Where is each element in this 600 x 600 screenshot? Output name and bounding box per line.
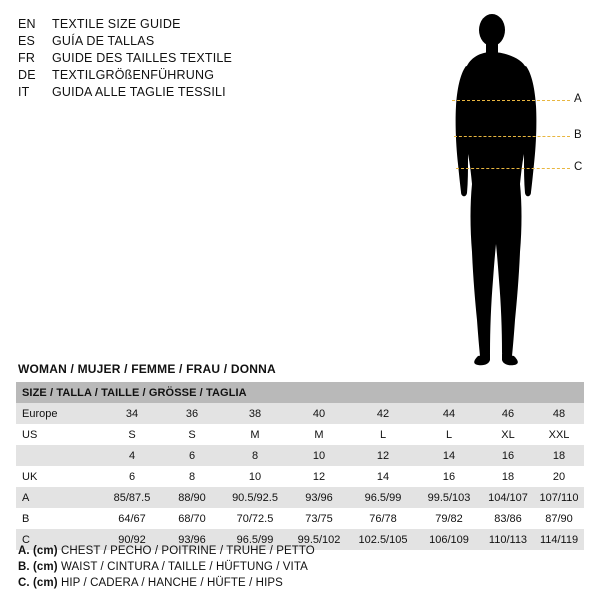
table-header-row: [16, 382, 584, 403]
footnote-key: A. (cm): [18, 545, 58, 557]
section-title: WOMAN / MUJER / FEMME / FRAU / DONNA: [18, 362, 276, 376]
footnote-key: B. (cm): [18, 561, 58, 573]
row-label: B: [16, 508, 102, 529]
language-title: GUIDE DES TAILLES TEXTILE: [52, 51, 233, 65]
table-cell: 12: [350, 445, 416, 466]
language-code: ES: [18, 34, 36, 48]
language-title: GUIDA ALLE TAGLIE TESSILI: [52, 85, 226, 99]
table-cell: 70/72.5: [222, 508, 288, 529]
table-cell: 20: [534, 466, 584, 487]
table-cell: 90/92: [102, 529, 162, 550]
table-cell: 18: [534, 445, 584, 466]
language-code: FR: [18, 51, 36, 65]
table-cell: 64/67: [102, 508, 162, 529]
table-cell: 104/107: [482, 487, 534, 508]
table-cell: 10: [222, 466, 288, 487]
table-cell: 8: [222, 445, 288, 466]
table-cell: XXL: [534, 424, 584, 445]
table-cell: 36: [162, 403, 222, 424]
table-cell: L: [416, 424, 482, 445]
table-cell: 85/87.5: [102, 487, 162, 508]
table-row: [16, 487, 584, 508]
language-code: EN: [18, 17, 36, 31]
table-cell: 48: [534, 403, 584, 424]
female-silhouette-icon: [430, 8, 590, 370]
table-cell: 96.5/99: [350, 487, 416, 508]
footnote-row: [18, 575, 578, 591]
table-cell: 93/96: [162, 529, 222, 550]
language-code: IT: [18, 85, 30, 99]
table-cell: S: [162, 424, 222, 445]
row-label: C: [16, 529, 102, 550]
table-cell: 88/90: [162, 487, 222, 508]
table-cell: 79/82: [416, 508, 482, 529]
table-cell: 6: [162, 445, 222, 466]
table-cell: 4: [102, 445, 162, 466]
table-cell: 12: [288, 466, 350, 487]
table-cell: 14: [416, 445, 482, 466]
measure-line-b: [454, 136, 570, 137]
language-row: [18, 67, 438, 84]
table-row: [16, 445, 584, 466]
row-label: [16, 445, 102, 466]
table-row: [16, 466, 584, 487]
footnote-text: HIP / CADERA / HANCHE / HÜFTE / HIPS: [60, 577, 283, 589]
footnote-text: WAIST / CINTURA / TAILLE / HÜFTUNG / VITA: [60, 561, 308, 573]
table-cell: 73/75: [288, 508, 350, 529]
table-cell: 18: [482, 466, 534, 487]
table-cell: 14: [350, 466, 416, 487]
table-cell: L: [350, 424, 416, 445]
measure-label-c: C: [574, 161, 583, 173]
table-row: [16, 508, 584, 529]
table-cell: 90.5/92.5: [222, 487, 288, 508]
table-cell: 110/113: [482, 529, 534, 550]
table-cell: 99.5/102: [288, 529, 350, 550]
table-cell: 16: [482, 445, 534, 466]
footnote-key: C. (cm): [18, 577, 58, 589]
table-header-label: SIZE / TALLA / TAILLE / GRÖSSE / TAGLIA: [16, 382, 584, 403]
table-cell: 106/109: [416, 529, 482, 550]
size-table: [16, 382, 584, 550]
table-cell: 107/110: [534, 487, 584, 508]
body-figure: [430, 8, 590, 370]
table-cell: 102.5/105: [350, 529, 416, 550]
language-code: DE: [18, 68, 36, 82]
table-cell: 83/86: [482, 508, 534, 529]
table-cell: M: [288, 424, 350, 445]
table-row: [16, 424, 584, 445]
table-cell: 10: [288, 445, 350, 466]
footnote-list: [18, 543, 578, 591]
measure-line-a: [452, 100, 570, 101]
language-row: [18, 50, 438, 67]
row-label: UK: [16, 466, 102, 487]
row-label: Europe: [16, 403, 102, 424]
footnote-row: [18, 559, 578, 575]
table-cell: 38: [222, 403, 288, 424]
table-cell: 6: [102, 466, 162, 487]
table-cell: 44: [416, 403, 482, 424]
table-cell: 93/96: [288, 487, 350, 508]
measure-label-b: B: [574, 129, 582, 141]
footnote-text: CHEST / PECHO / POITRINE / TRUHE / PETTO: [60, 545, 315, 557]
language-row: [18, 33, 438, 50]
language-title: TEXTILGRÖßENFÜHRUNG: [52, 68, 215, 82]
table-row: [16, 403, 584, 424]
table-cell: 46: [482, 403, 534, 424]
table-cell: 34: [102, 403, 162, 424]
language-title-list: [18, 16, 438, 101]
table-cell: 42: [350, 403, 416, 424]
table-cell: 8: [162, 466, 222, 487]
table-cell: 16: [416, 466, 482, 487]
row-label: A: [16, 487, 102, 508]
table-cell: 40: [288, 403, 350, 424]
language-row: [18, 84, 438, 101]
size-table-wrapper: [16, 382, 584, 550]
table-cell: 87/90: [534, 508, 584, 529]
measure-label-a: A: [574, 93, 582, 105]
language-title: GUÍA DE TALLAS: [52, 34, 155, 48]
table-cell: 114/119: [534, 529, 584, 550]
table-cell: XL: [482, 424, 534, 445]
table-cell: M: [222, 424, 288, 445]
measure-line-c: [456, 168, 570, 169]
footnote-row: [18, 543, 578, 559]
table-cell: S: [102, 424, 162, 445]
table-cell: 76/78: [350, 508, 416, 529]
row-label: US: [16, 424, 102, 445]
language-row: [18, 16, 438, 33]
table-cell: 99.5/103: [416, 487, 482, 508]
table-cell: 68/70: [162, 508, 222, 529]
language-title: TEXTILE SIZE GUIDE: [52, 17, 181, 31]
table-cell: 96.5/99: [222, 529, 288, 550]
